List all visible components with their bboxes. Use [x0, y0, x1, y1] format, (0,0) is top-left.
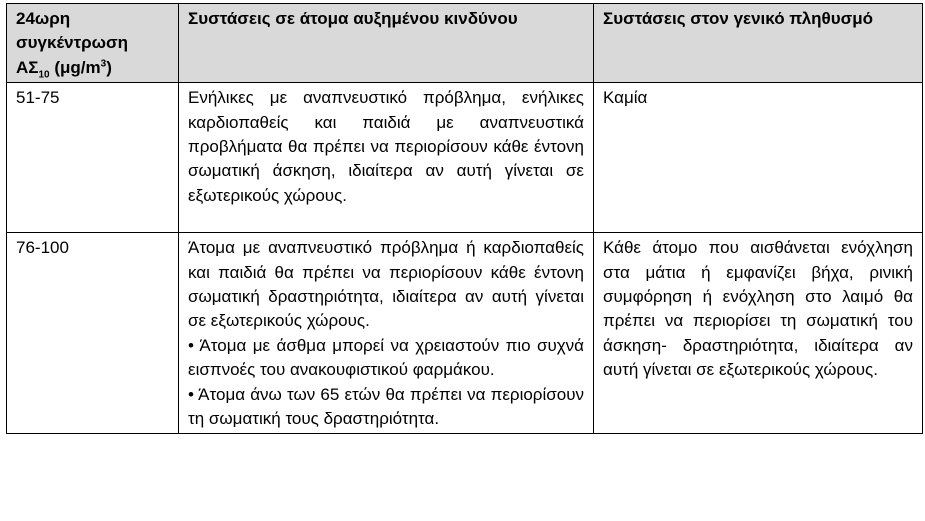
header-pm-prefix: ΑΣ [16, 57, 39, 77]
risk-paragraph: Άτομα με αναπνευστικό πρόβλημα ή καρδιοπαθείς και παιδιά θα πρέπει να περιορίσουν κάθε έντονη σωματική δραστηριότητα, ιδιαίτερα αν αυτή γίνεται σε εξωτερικούς χώρους. [188, 238, 584, 331]
header-concentration-line2: συγκέντρωση [16, 33, 129, 53]
header-unit-open: (μg/m [49, 57, 101, 77]
header-concentration-line1: 24ωρη [16, 9, 71, 28]
risk-cell [179, 83, 594, 233]
header-pm-subscript: 10 [38, 69, 50, 81]
range-cell: 51-75 [7, 83, 179, 233]
header-unit-superscript: 3 [100, 58, 107, 70]
table-row [7, 83, 923, 233]
risk-bullet-elderly: • Άτομα άνω των 65 ετών θα πρέπει να περιορίσουν τη σωματική τους δραστηριότητα. [188, 384, 584, 429]
range-cell: 76-100 [7, 233, 179, 434]
header-risk-groups: Συστάσεις σε άτομα αυξημένου κινδύνου [179, 4, 594, 83]
general-cell: Καμία [594, 83, 923, 233]
risk-paragraph: Ενήλικες με αναπνευστικό πρόβλημα, ενήλικες καρδιοπαθείς και παιδιά με αναπνευστικά προβλήματα θα πρέπει να περιορίσουν κάθε έντονη σωματική άσκηση, ιδιαίτερα αν αυτή γίνεται σε εξωτερικούς χώρους. [188, 88, 584, 205]
header-unit-close: ) [106, 57, 112, 77]
risk-cell [179, 233, 594, 434]
header-general-population: Συστάσεις στον γενικό πληθυσμό [594, 4, 923, 83]
recommendations-table [6, 3, 923, 434]
risk-bullet-asthma: • Άτομα με άσθμα μπορεί να χρειαστούν πιο συχνά εισπνοές του ανακουφιστικού φαρμάκου. [188, 335, 584, 380]
table-row [7, 233, 923, 434]
general-cell: Κάθε άτομο που αισθάνεται ενόχληση στα μάτια ή εμφανίζει βήχα, ρινική συμφόρηση ή ενόχληση στο λαιμό θα πρέπει να περιορίσει τη σωματική του άσκηση- δραστηριότητα, ιδιαίτερα αν αυτή γίνεται σε εξωτερικούς χώρους. [594, 233, 923, 434]
header-concentration [7, 4, 179, 83]
header-row [7, 4, 923, 83]
header-concentration-unit [16, 56, 169, 80]
